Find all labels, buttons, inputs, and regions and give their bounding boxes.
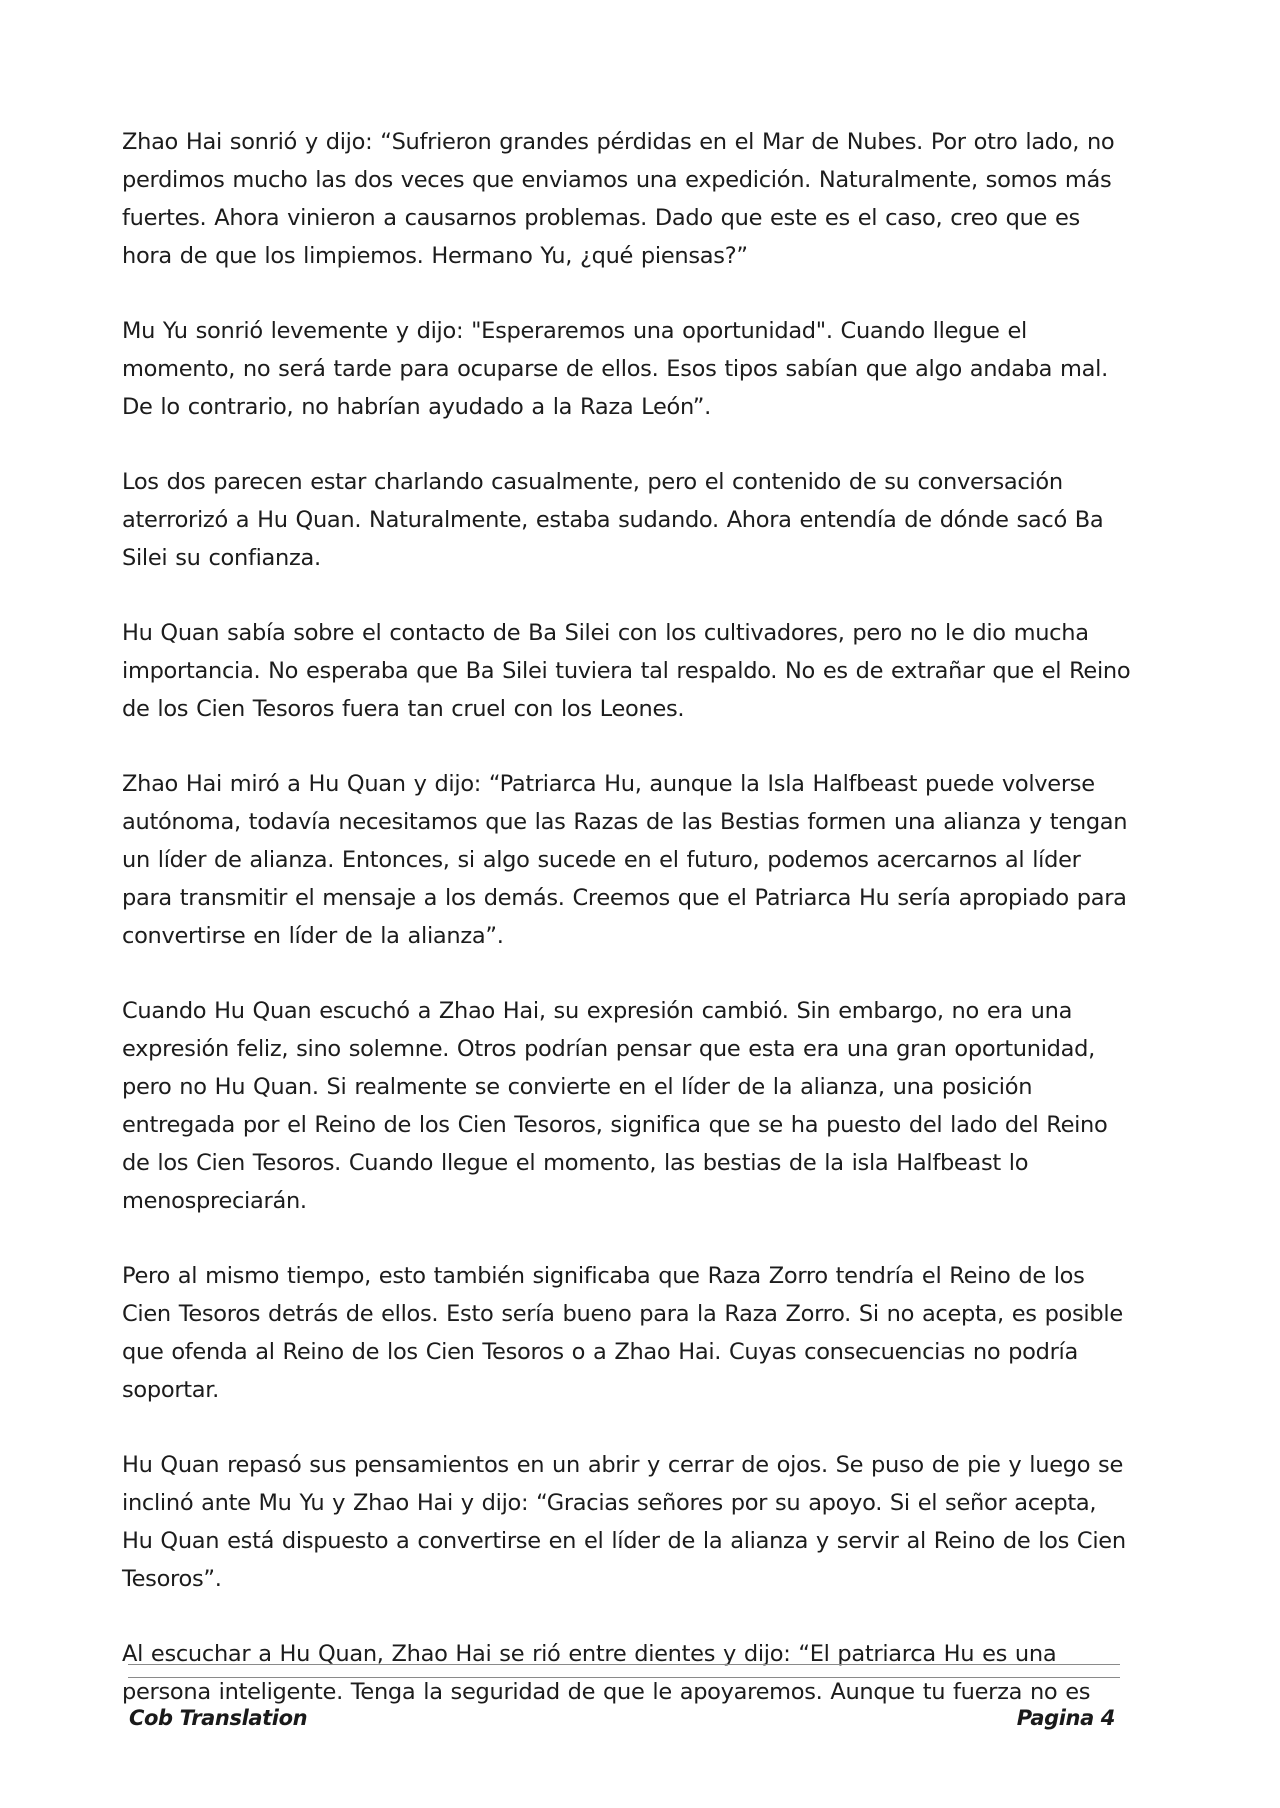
- paragraph: Los dos parecen estar charlando casualmente, pero el contenido de su conversación aterrorizó a Hu Quan. Naturalmente, estaba sudando. Ahora entendía de dónde sacó Ba Silei su confianza.: [122, 469, 1104, 571]
- paragraph: Hu Quan repasó sus pensamientos en un abrir y cerrar de ojos. Se puso de pie y luego se inclinó ante Mu Yu y Zhao Hai y dijo: “Gracias señores por su apoyo. Si el señor acepta, Hu Quan está dispuesto a convertirse en el líder de la alianza y servir al Reino de los Cien Tesoros”.: [122, 1452, 1126, 1592]
- footer-translator-credit: Cob Translation: [129, 1706, 308, 1730]
- paragraph: Pero al mismo tiempo, esto también significaba que Raza Zorro tendría el Reino de los Cien Tesoros detrás de ellos. Esto sería bueno para la Raza Zorro. Si no acepta, es posible que ofenda al Reino de los Cien Tesoros o a Zhao Hai. Cuyas consecuencias no podría soportar.: [122, 1263, 1123, 1403]
- page-body: [122, 123, 1132, 1748]
- footer-page-number: Pagina 4: [1016, 1706, 1115, 1730]
- footer-divider-top: [128, 1664, 1120, 1665]
- paragraph: Cuando Hu Quan escuchó a Zhao Hai, su expresión cambió. Sin embargo, no era una expresión feliz, sino solemne. Otros podrían pensar que esta era una gran oportunidad, pero no Hu Quan. Si realmente se convierte en el líder de la alianza, una posición entregada por el Reino de los Cien Tesoros, significa que se ha puesto del lado del Reino de los Cien Tesoros. Cuando llegue el momento, las bestias de la isla Halfbeast lo menospreciarán.: [122, 998, 1108, 1214]
- paragraph: Zhao Hai sonrió y dijo: “Sufrieron grandes pérdidas en el Mar de Nubes. Por otro lado, no perdimos mucho las dos veces que enviamos una expedición. Naturalmente, somos más fuertes. Ahora vinieron a causarnos problemas. Dado que este es el caso, creo que es hora de que los limpiemos. Hermano Yu, ¿qué piensas?”: [122, 129, 1115, 269]
- paragraph: Mu Yu sonrió levemente y dijo: "Esperaremos una oportunidad". Cuando llegue el momento, no será tarde para ocuparse de ellos. Esos tipos sabían que algo andaba mal. De lo contrario, no habrían ayudado a la Raza León”.: [122, 318, 1108, 420]
- paragraph: Zhao Hai miró a Hu Quan y dijo: “Patriarca Hu, aunque la Isla Halfbeast puede volverse autónoma, todavía necesitamos que las Razas de las Bestias formen una alianza y tengan un líder de alianza. Entonces, si algo sucede en el futuro, podemos acercarnos al líder para transmitir el mensaje a los demás. Creemos que el Patriarca Hu sería apropiado para convertirse en líder de la alianza”.: [122, 771, 1128, 949]
- paragraph: Hu Quan sabía sobre el contacto de Ba Silei con los cultivadores, pero no le dio mucha importancia. No esperaba que Ba Silei tuviera tal respaldo. No es de extrañar que el Reino de los Cien Tesoros fuera tan cruel con los Leones.: [122, 620, 1131, 722]
- footer-divider-bottom: [128, 1677, 1120, 1678]
- paragraph: Al escuchar a Hu Quan, Zhao Hai se rió entre dientes y dijo: “El patriarca Hu es una persona inteligente. Tenga la seguridad de que le apoyaremos. Aunque tu fuerza no es: [122, 1641, 1091, 1705]
